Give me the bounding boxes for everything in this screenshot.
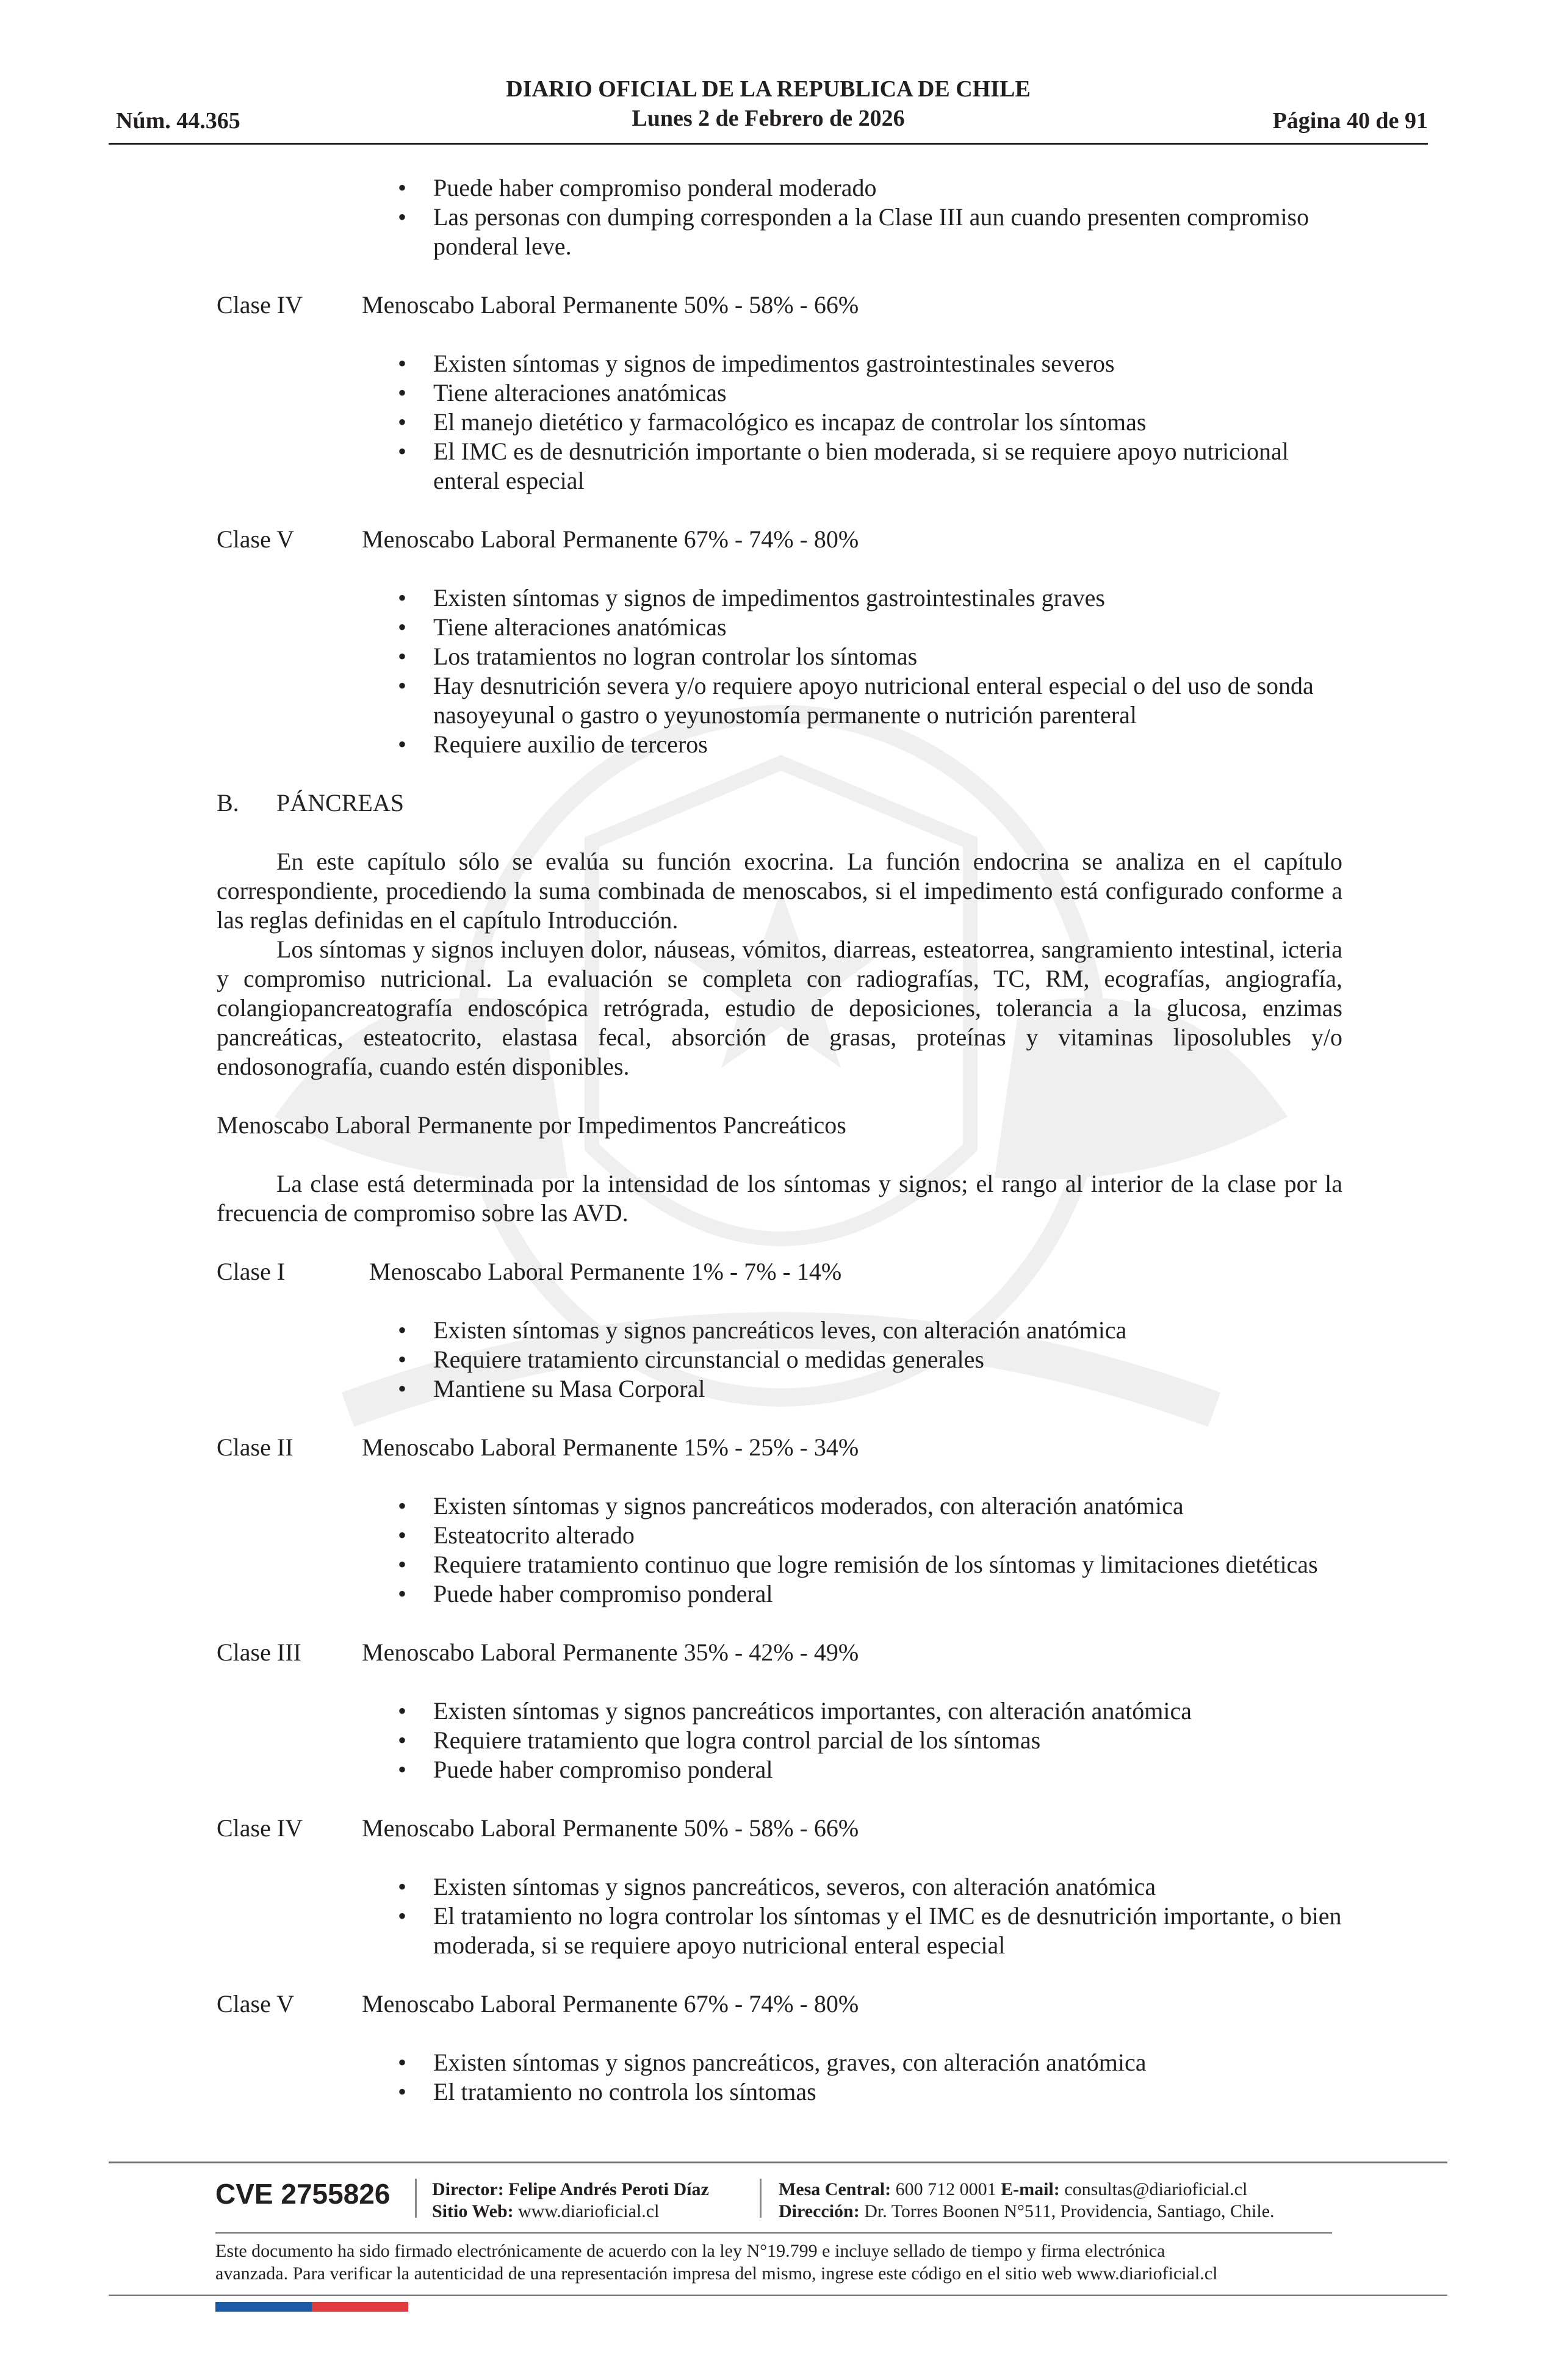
director-info: [432, 2179, 709, 2223]
masthead: [109, 74, 1428, 133]
class-heading-iv: [217, 290, 1342, 320]
class-label: Clase II: [217, 1433, 294, 1461]
class-label: Clase III: [217, 1639, 301, 1666]
class-impairment-range: Menoscabo Laboral Permanente 35% - 42% - 49%: [362, 1639, 859, 1666]
address-value: Dr. Torres Boonen N°511, Providencia, Santiago, Chile.: [864, 2201, 1275, 2221]
class-v-criteria: [217, 583, 1342, 759]
class-impairment-range: Menoscabo Laboral Permanente 67% - 74% - 80%: [362, 1990, 859, 2018]
address-label: Dirección:: [779, 2201, 860, 2221]
class-impairment-range: Menoscabo Laboral Permanente 15% - 25% - 34%: [362, 1433, 859, 1461]
footer-bottom-rule: [109, 2295, 1447, 2296]
class-label: Clase I: [217, 1258, 286, 1285]
phone-number: 600 712 0001: [895, 2179, 996, 2199]
legal-notice: [215, 2240, 1338, 2285]
list-item: • Existen síntomas y signos de impedimentos gastrointestinales graves: [398, 583, 1342, 613]
class-impairment-range: Menoscabo Laboral Permanente 50% - 58% - 66%: [362, 291, 859, 319]
pancreas-class-heading-iii: [217, 1638, 1342, 1667]
class-impairment-range: Menoscabo Laboral Permanente 67% - 74% - 80%: [362, 525, 859, 553]
issue-date: Lunes 2 de Febrero de 2026: [632, 106, 905, 131]
list-item: • Tiene alteraciones anatómicas: [398, 378, 1342, 408]
paragraph: La clase está determinada por la intensidad de los síntomas y signos; el rango al interior de la clase por la frecuencia de compromiso sobre las AVD.: [217, 1170, 1342, 1227]
pancreas-class-iv-criteria: [217, 1872, 1342, 1960]
class-impairment-range: Menoscabo Laboral Permanente 1% - 7% - 14%: [369, 1258, 842, 1285]
page-header: [109, 74, 1428, 145]
list-item: • Existen síntomas y signos pancreáticos, severos, con alteración anatómica: [398, 1872, 1342, 1902]
pancreas-class-ii-criteria: [217, 1491, 1342, 1609]
list-item: • Las personas con dumping corresponden a la Clase III aun cuando presenten compromiso ponderal leve.: [398, 203, 1342, 261]
phone-label: Mesa Central:: [779, 2179, 891, 2199]
director-name: Felipe Andrés Peroti Díaz: [508, 2179, 709, 2199]
newspaper-title: DIARIO OFICIAL DE LA REPUBLICA DE CHILE: [506, 76, 1031, 102]
pancreas-class-heading-v: [217, 1989, 1342, 2019]
email-link[interactable]: consultas@diarioficial.cl: [1064, 2179, 1248, 2199]
class-label: Clase V: [217, 1990, 295, 2018]
flag-bar-red: [312, 2302, 408, 2312]
list-item: • Mantiene su Masa Corporal: [398, 1374, 1342, 1404]
section-heading-pancreas: [217, 788, 1342, 818]
class-impairment-range: Menoscabo Laboral Permanente 50% - 58% - 66%: [362, 1814, 859, 1842]
pancreas-class-i-criteria: [217, 1316, 1342, 1404]
page-number: Página 40 de 91: [1272, 108, 1428, 134]
pancreas-class-heading-ii: [217, 1433, 1342, 1462]
class-heading-v: [217, 525, 1342, 554]
list-item: • Puede haber compromiso ponderal: [398, 1755, 1342, 1784]
contact-info: [779, 2179, 1275, 2223]
continued-bullet-list: [217, 173, 1342, 261]
list-item: • El IMC es de desnutrición importante o bien moderada, si se requiere apoyo nutricional enteral especial: [398, 437, 1342, 496]
list-item: • Esteatocrito alterado: [398, 1521, 1342, 1550]
section-title: PÁNCREAS: [276, 789, 404, 817]
list-item: • Existen síntomas y signos pancreáticos moderados, con alteración anatómica: [398, 1491, 1342, 1521]
list-item: • Existen síntomas y signos pancreáticos importantes, con alteración anatómica: [398, 1697, 1342, 1726]
legal-line: avanzada. Para verificar la autenticidad de una representación impresa del mismo, ingrese este código en el sitio web www.diarioficial.cl: [215, 2263, 1218, 2284]
list-item: • Existen síntomas y signos pancreáticos leves, con alteración anatómica: [398, 1316, 1342, 1345]
list-item: • El tratamiento no controla los síntomas: [398, 2077, 1342, 2107]
flag-bar-blue: [215, 2302, 312, 2312]
list-item: • Requiere auxilio de terceros: [398, 730, 1342, 759]
subsection-title: Menoscabo Laboral Permanente por Impedimentos Pancreáticos: [217, 1111, 846, 1139]
list-item: • Tiene alteraciones anatómicas: [398, 613, 1342, 642]
list-item: • Existen síntomas y signos de impedimentos gastrointestinales severos: [398, 349, 1342, 378]
section-letter: B.: [217, 789, 239, 817]
pancreas-class-heading-i: [217, 1257, 1342, 1286]
issue-number: Núm. 44.365: [116, 108, 240, 134]
footer-inner-rule: [215, 2232, 1332, 2234]
list-item: • El tratamiento no logra controlar los síntomas y el IMC es de desnutrición importante, o bien moderada, si se requiere apoyo nutricional enteral especial: [398, 1902, 1342, 1960]
class-label: Clase V: [217, 525, 295, 553]
footer-top-rule: [109, 2162, 1447, 2163]
paragraph: Los síntomas y signos incluyen dolor, náuseas, vómitos, diarreas, esteatorrea, sangramiento intestinal, icteria y compromiso nutricional. La evaluación se completa con radiografías, TC, RM, ecografías, angiografía, colangiopancreatografía endoscópica retrógrada, estudio de deposiciones, tolerancia a la glucosa, enzimas pancreáticas, esteatocrito, elastasa fecal, absorción de grasas, proteínas y vitaminas liposolubles y/o endosonografía, cuando estén disponibles.: [217, 936, 1342, 1080]
list-item: • Requiere tratamiento que logra control parcial de los síntomas: [398, 1726, 1342, 1755]
pancreas-class-v-criteria: [217, 2048, 1342, 2107]
list-item: • Existen síntomas y signos pancreáticos, graves, con alteración anatómica: [398, 2048, 1342, 2077]
class-iv-criteria: [217, 349, 1342, 496]
pancreas-class-iii-criteria: [217, 1697, 1342, 1784]
email-label: E-mail:: [1001, 2179, 1060, 2199]
list-item: • Requiere tratamiento circunstancial o medidas generales: [398, 1345, 1342, 1374]
list-item: • Requiere tratamiento continuo que logre remisión de los síntomas y limitaciones dietéticas: [398, 1550, 1342, 1579]
website-link[interactable]: www.diarioficial.cl: [518, 2201, 660, 2221]
legal-line: Este documento ha sido firmado electrónicamente de acuerdo con la ley N°19.799 e incluye sellado de tiempo y firma electrónica: [215, 2241, 1165, 2261]
pancreas-class-heading-iv: [217, 1814, 1342, 1843]
director-label: Director:: [432, 2179, 504, 2199]
footer-divider: [760, 2179, 762, 2218]
list-item: • El manejo dietético y farmacológico es incapaz de controlar los síntomas: [398, 408, 1342, 437]
list-item: • Los tratamientos no logran controlar los síntomas: [398, 642, 1342, 671]
document-body: [217, 173, 1342, 2107]
footer-divider: [415, 2179, 417, 2218]
cve-code: CVE 2755826: [215, 2178, 391, 2210]
list-item: • Puede haber compromiso ponderal: [398, 1579, 1342, 1609]
class-label: Clase IV: [217, 1814, 303, 1842]
class-label: Clase IV: [217, 291, 303, 319]
list-item: • Puede haber compromiso ponderal moderado: [398, 173, 1342, 203]
paragraph: En este capítulo sólo se evalúa su función exocrina. La función endocrina se analiza en el capítulo correspondiente, procediendo la suma combinada de menoscabos, si el impedimento está configurado conforme a las reglas definidas en el capítulo Introducción.: [217, 848, 1342, 934]
list-item: • Hay desnutrición severa y/o requiere apoyo nutricional enteral especial o del uso de sonda nasoyeyunal o gastro o yeyunostomía permanente o nutrición parenteral: [398, 671, 1342, 730]
website-label: Sitio Web:: [432, 2201, 514, 2221]
